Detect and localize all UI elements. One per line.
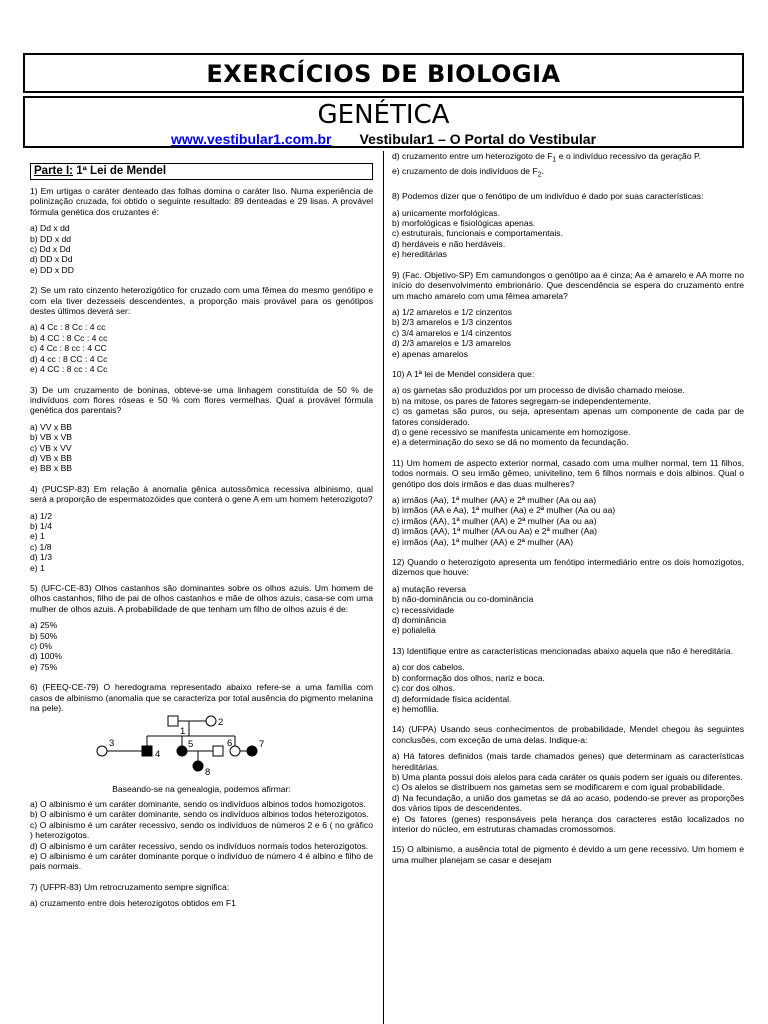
option: d) VB x BB (30, 452, 73, 463)
pedigree-female-affected (247, 746, 257, 756)
pedigree-male-affected (142, 746, 152, 756)
option: b) irmãos (AA e Aa), 1ª mulher (Aa) e 2ª mulher (Aa ou aa) (392, 505, 616, 516)
option: c) 3/4 amarelos e 1/4 cinzentos (392, 327, 512, 338)
pedigree-label: 1 (180, 726, 186, 738)
question-13: 13) Identifique entre as características mencionadas abaixo aquela que não é hereditária. (392, 645, 734, 656)
option: c) 0% (30, 641, 52, 652)
option: d) 100% (30, 651, 63, 662)
question-4: 4) (PUCSP-83) Em relação à anomalia gênica autossômica recessiva albinismo, qual será a proporção de espermatozóides que conterá o gene A em um homem heterozigoto? (30, 483, 373, 505)
option: b) DD x dd (30, 233, 72, 244)
option: a) cor dos cabelos. (392, 662, 465, 673)
question-8-options (392, 208, 744, 260)
question-14-options (392, 751, 744, 834)
subject-box (23, 96, 744, 148)
subject-title: GENÉTICA (317, 100, 450, 130)
option: c) O albinismo é um caráter recessivo, sendo os indivíduos de números 2 e 6 ( no gráfico ) heterozigotos. (30, 819, 373, 841)
question-14: 14) (UFPA) Usando seus conhecimentos de probabilidade, Mendel chegou às seguintes conclusões, com exceção de uma delas. Indique-a: (392, 724, 744, 745)
option: a) 1/2 (30, 510, 52, 521)
option: b) 4 CC : 8 Cc : 4 cc (30, 332, 108, 343)
option: d) cruzamento entre um heterozigoto de $F_1$ e o indivíduo recessivo da geração P. (392, 151, 702, 164)
question-1: 1) Em urtigas o caráter denteado das folhas domina o caráter liso. Numa experiência de polinização cruzada, foi obtido o seguinte resultado: 89 denteadas e 29 lisas. A provável fórmula genética dos cruzantes é: (30, 186, 373, 217)
column-divider (383, 151, 384, 1024)
pedigree-male-normal (213, 746, 223, 756)
pedigree-male-normal (168, 716, 178, 726)
question-7-options-continued (392, 151, 744, 181)
option: a) mutação reversa (392, 583, 467, 594)
question-12-options (392, 584, 744, 636)
option: b) 50% (30, 630, 58, 641)
question-10: 10) A 1ª lei de Mendel considera que: (392, 368, 535, 379)
question-5: 5) (UFC-CE-83) Olhos castanhos são dominantes sobre os olhos azuis. Um homem de olhos castanhos, filho de pai de olhos castanhos e mãe de olhos azuis, casa-se com uma mulher de olhos azuis. A probabilidade de que tenham um filho de olhos azuis é de: (30, 583, 373, 614)
option: d) 1/3 (30, 552, 52, 563)
option: b) O albinismo é um caráter dominante, sendo os indivíduos albinos todos heterozigotos. (30, 809, 369, 820)
pedigree-diagram (30, 713, 373, 783)
option: c) 4 Cc : 8 cc : 4 CC (30, 343, 107, 354)
option: c) cor dos olhos. (392, 683, 456, 694)
option: d) Na fecundação, a união dos gametas se dá ao acaso, podendo-se prever as proporções dos vários tipos de descendentes. (392, 792, 744, 814)
question-13-options (392, 662, 744, 714)
part-heading (30, 163, 373, 180)
option: c) Dd x Dd (30, 244, 71, 255)
question-3: 3) De um cruzamento de boninas, obteve-se uma linhagem constituída de 50 % de indivíduos com flores róseas e 50 % com flores vermelhas. Qual a provável fórmula genética dos parentais? (30, 384, 373, 416)
question-11-options (392, 495, 744, 547)
document-title: EXERCÍCIOS DE BIOLOGIA (206, 60, 561, 88)
option: a) os gametas são produzidos por um processo de divisão chamado meiose. (392, 385, 685, 396)
option: c) os gametas são puros, ou seja, apresentam apenas um componente de cada par de fatores considerado. (392, 406, 744, 427)
option: a) VV x BB (30, 421, 73, 432)
option: d) deformidade física acidental. (392, 693, 512, 704)
portal-name: Vestibular1 – O Portal do Vestibular (359, 131, 597, 147)
title-box (23, 53, 744, 93)
option: e) 4 CC : 8 cc : 4 Cc (30, 364, 108, 375)
right-column (392, 151, 744, 1024)
question-6: 6) (FEEQ-CE-79) O heredograma representado abaixo refere-se a uma família com casos de albinismo (anomalia que se caracteriza por total ausência do pigmento melanina na pele). (30, 682, 373, 714)
option: a) 25% (30, 620, 58, 631)
pedigree-label: 8 (205, 767, 211, 779)
option: e) apenas amarelos (392, 348, 468, 359)
pedigree-caption: Baseando-se na genealogia, podemos afirmar: (112, 784, 291, 795)
option: e) cruzamento de dois indivíduos de $F_2$. (392, 166, 544, 179)
part-title: 1ª Lei de Mendel (76, 165, 167, 177)
option: d) 2/3 amarelos e 1/3 amarelos (392, 338, 511, 349)
question-9: 9) (Fac. Objetivo-SP) Em camundongos o genótipo aa é cinza; Aa é amarelo e AA morre no início do desenvolvimento embrionário. Que descendência se espera do cruzamento entre um macho amarelo com uma fêmea amarela? (392, 269, 744, 301)
question-15: 15) O albinismo, a ausência total de pigmento é devido a um gene recessivo. Um homem e uma mulher planejam se casar e desejam (392, 844, 744, 865)
option: e) 75% (30, 661, 58, 672)
pedigree-label: 2 (218, 717, 224, 729)
question-8: 8) Podemos dizer que o fenótipo de um indivíduo é dado por suas características: (392, 191, 704, 202)
option: a) O albinismo é um caráter dominante, sendo os indivíduos albinos todos homozigotos. (30, 798, 366, 809)
question-2: 2) Se um rato cinzento heterozigótico for cruzado com uma fêmea do mesmo genótipo e com ela tiver dezesseis descendentes, a proporção mais provável para os genótipos destes últimos deverá ser: (30, 285, 373, 317)
question-11: 11) Um homem de aspecto exterior normal, casado com uma mulher normal, tem 11 filhos, todos normais. O seu irmão gêmeo, univitelino, tem 6 filhos normais e dois albinos. Qual o genótipo dos dois irmãos e das duas mulheres? (392, 457, 744, 489)
question-12: 12) Quando o heterozigoto apresenta um fenótipo intermediário entre os dois homozigotos, dizemos que houve: (392, 557, 744, 578)
option: e) O albinismo é um caráter dominante porque o indivíduo de número 4 é albino e filho de pais normais. (30, 850, 373, 872)
option: a) irmãos (Aa), 1ª mulher (AA) e 2ª mulher (Aa ou aa) (392, 495, 597, 505)
option: c) 1/8 (30, 541, 52, 552)
question-9-options (392, 307, 744, 359)
option: c) estruturais, funcionais e comportamentais. (392, 228, 563, 239)
option: c) recessividade (392, 604, 455, 615)
question-1-options (30, 223, 373, 275)
option: a) cruzamento entre dois heterozigotos obtidos em F1 (30, 898, 236, 909)
option: b) não-dominância ou co-dominância (392, 594, 534, 605)
option: b) morfológicas e fisiológicas apenas. (392, 218, 536, 229)
question-6-options (30, 799, 373, 872)
question-2-options (30, 322, 373, 374)
question-5-options (30, 620, 373, 672)
option: b) conformação dos olhos, nariz e boca. (392, 672, 545, 683)
option: b) Uma planta possui dois alelos para cada caráter os quais podem ser iguais ou diferentes. (392, 771, 743, 782)
option: b) VB x VB (30, 432, 73, 443)
option: d) 4 cc : 8 CC : 4 Cc (30, 353, 108, 364)
pedigree-female-affected (177, 746, 187, 756)
part-label: Parte I: (34, 165, 73, 177)
option: b) 1/4 (30, 520, 52, 531)
option: a) Dd x dd (30, 223, 70, 234)
option: e) 1 (30, 562, 45, 573)
option: a) 4 Cc : 8 Cc : 4 cc (30, 322, 106, 333)
question-7-options (30, 898, 373, 908)
option: d) O albinismo é um caráter recessivo, sendo os indivíduos normais todos heterozigotos. (30, 840, 369, 851)
pedigree-label: 6 (227, 738, 233, 750)
option: c) VB x VV (30, 442, 72, 453)
option: a) Há fatores definidos (mais tarde chamados genes) que determinam as características hereditárias. (392, 751, 744, 772)
option: d) herdáveis e não herdáveis. (392, 238, 506, 249)
pedigree-female-normal (97, 746, 107, 756)
option: e) hereditárias (392, 249, 447, 260)
option: e) a determinação do sexo se dá no momento da fecundação. (392, 437, 629, 448)
option: d) o gene recessivo se manifesta unicamente em homozigose. (392, 426, 631, 437)
pedigree-label: 5 (188, 739, 194, 751)
option: e) irmãos (Aa), 1ª mulher (AA) e 2ª mulher (AA) (392, 536, 574, 547)
option: b) 2/3 amarelos e 1/3 cinzentos (392, 317, 512, 328)
question-7: 7) (UFPR-83) Um retrocruzamento sempre significa: (30, 881, 230, 892)
pedigree-label: 3 (109, 738, 115, 750)
pedigree-female-normal (206, 716, 216, 726)
pedigree-label: 7 (259, 739, 265, 751)
question-10-options (392, 385, 744, 447)
option: e) polialelia (392, 625, 436, 636)
pedigree-female-affected (193, 761, 203, 771)
site-link[interactable]: www.vestibular1.com.br (170, 131, 332, 147)
option: c) Os alelos se distribuem nos gametas sem se modificarem e com igual probabilidade. (392, 782, 725, 793)
option: c) irmãos (AA), 1ª mulher (AA) e 2ª mulher (Aa ou aa) (392, 515, 597, 526)
option: d) DD x Dd (30, 254, 73, 265)
option: b) na mitose, os pares de fatores segregam-se independentemente. (392, 395, 651, 406)
option: e) 1 (30, 531, 45, 542)
option: e) Os fatores (genes) responsáveis pela herança dos caracteres estão localizados no interior do núcleo, em estruturas chamadas cromossomos. (392, 813, 744, 834)
option: e) DD x DD (30, 264, 74, 275)
option: e) hemofilia. (392, 703, 439, 714)
question-4-options (30, 511, 373, 573)
pedigree-label: 4 (155, 749, 161, 761)
question-3-options (30, 422, 373, 474)
option: a) unicamente morfológicas. (392, 207, 500, 218)
option: e) BB x BB (30, 463, 73, 474)
left-column (30, 151, 373, 1024)
option: d) irmãos (AA), 1ª mulher (AA ou Aa) e 2ª mulher (Aa) (392, 526, 598, 537)
portal-line (25, 131, 742, 147)
option: a) 1/2 amarelos e 1/2 cinzentos (392, 306, 512, 317)
option: d) dominância (392, 615, 446, 626)
